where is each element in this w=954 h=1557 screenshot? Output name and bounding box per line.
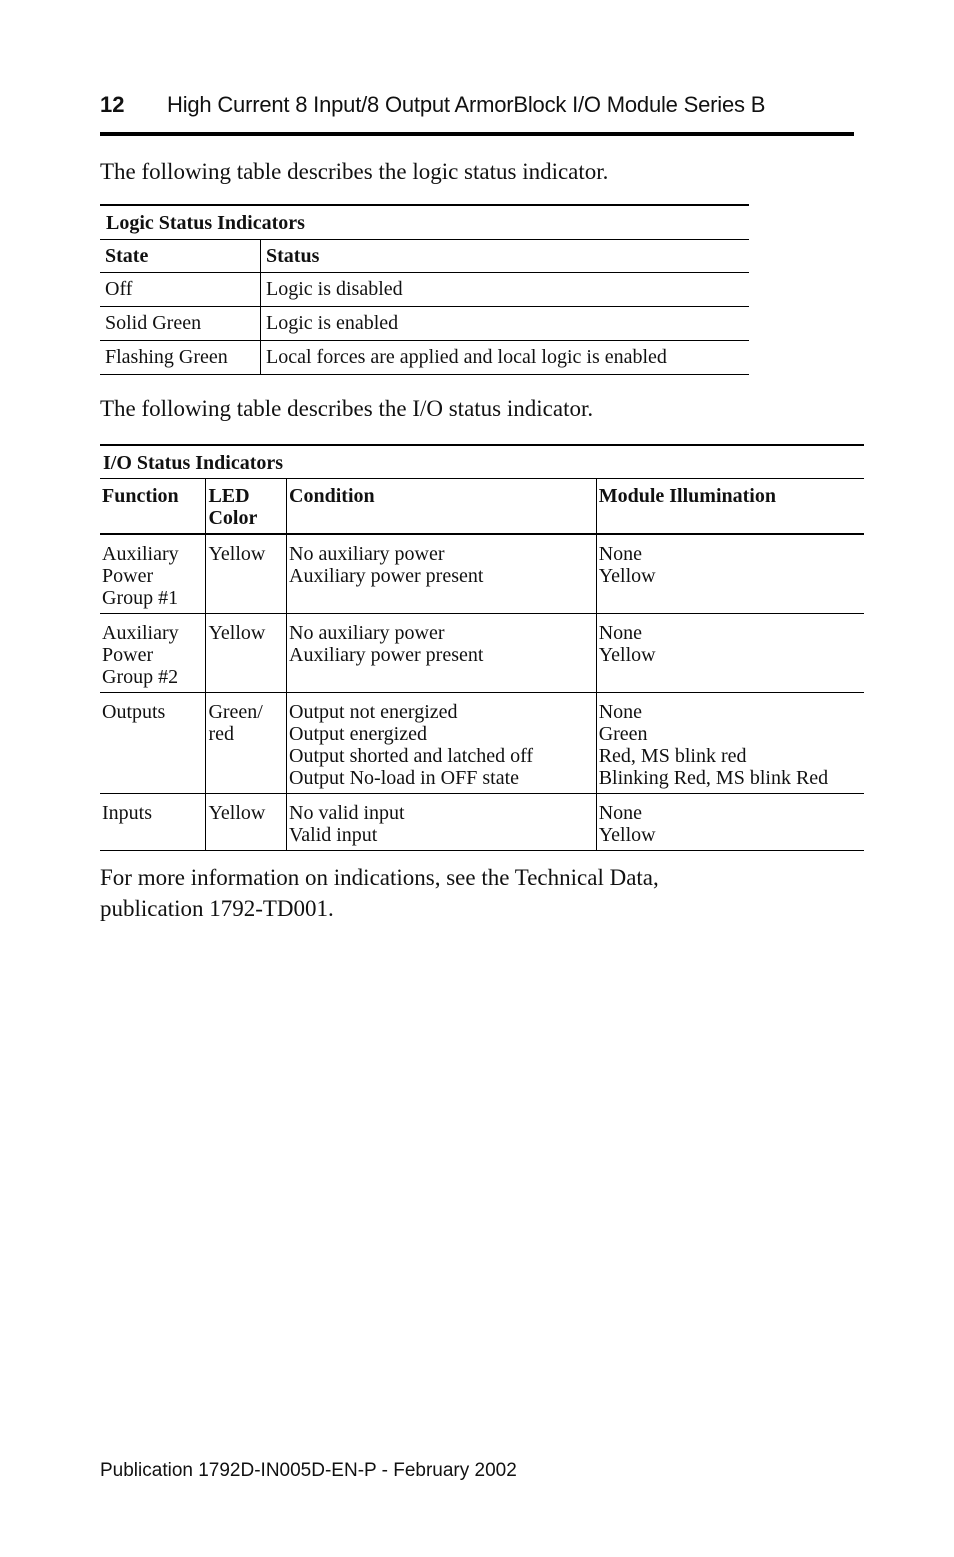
cell-line: Yellow xyxy=(208,802,266,824)
cell-line: Red, MS blink red xyxy=(598,745,747,767)
intro-logic-paragraph: The following table describes the logic status indicator. xyxy=(100,159,609,184)
io-illumination-cell xyxy=(596,693,864,794)
more-info-paragraph xyxy=(100,862,659,924)
table-row xyxy=(100,273,749,307)
more-info-line: For more information on indications, see the Technical Data, xyxy=(100,865,659,890)
cell-line: Power xyxy=(102,644,154,666)
logic-status-cell: Local forces are applied and local logic is enabled xyxy=(261,341,750,375)
io-function-cell xyxy=(100,614,206,693)
logic-status-cell: Logic is enabled xyxy=(261,307,750,341)
cell-line: Auxiliary xyxy=(102,543,179,565)
io-condition-cell xyxy=(287,693,597,794)
cell-line: Inputs xyxy=(102,802,152,824)
logic-table-caption: Logic Status Indicators xyxy=(100,205,749,240)
io-header-led-color-line: LED xyxy=(208,485,250,507)
cell-line: No auxiliary power xyxy=(289,622,445,644)
table-row xyxy=(100,534,864,614)
page-number: 12 xyxy=(100,92,125,117)
cell-line: Auxiliary power present xyxy=(289,644,484,666)
cell-line: None xyxy=(598,802,643,824)
io-condition-cell xyxy=(287,794,597,851)
io-header-function: Function xyxy=(100,479,206,535)
cell-line: None xyxy=(598,701,643,723)
cell-line: Blinking Red, MS blink Red xyxy=(598,767,829,789)
io-function-cell xyxy=(100,534,206,614)
logic-status-cell: Logic is disabled xyxy=(261,273,750,307)
cell-line: Yellow xyxy=(208,622,266,644)
cell-line: Group #2 xyxy=(102,666,179,688)
io-header-module-illumination: Module Illumination xyxy=(596,479,864,535)
cell-line: Auxiliary xyxy=(102,622,179,644)
table-row xyxy=(100,614,864,693)
more-info-line: publication 1792-TD001. xyxy=(100,896,334,921)
header-title: High Current 8 Input/8 Output ArmorBlock I/O Module Series B xyxy=(167,92,766,117)
cell-line: red xyxy=(208,723,234,745)
logic-status-table xyxy=(100,204,749,375)
io-header-led-color xyxy=(206,479,287,535)
io-header-condition: Condition xyxy=(287,479,597,535)
cell-line: Yellow xyxy=(598,824,656,846)
io-status-table xyxy=(100,444,864,851)
logic-state-cell: Flashing Green xyxy=(100,341,261,375)
cell-line: Power xyxy=(102,565,154,587)
io-table-caption: I/O Status Indicators xyxy=(100,445,864,479)
cell-line: Green/ xyxy=(208,701,263,723)
io-led-color-cell xyxy=(206,794,287,851)
logic-header-status: Status xyxy=(261,240,750,273)
io-function-cell xyxy=(100,693,206,794)
io-led-color-cell xyxy=(206,693,287,794)
logic-header-state: State xyxy=(100,240,261,273)
cell-line: Yellow xyxy=(598,565,656,587)
io-header-led-color-line: Color xyxy=(208,507,258,529)
cell-line: Output No-load in OFF state xyxy=(289,767,520,789)
io-condition-cell xyxy=(287,534,597,614)
cell-line: No valid input xyxy=(289,802,405,824)
table-row xyxy=(100,693,864,794)
io-led-color-cell xyxy=(206,614,287,693)
io-illumination-cell xyxy=(596,534,864,614)
cell-line: Green xyxy=(598,723,648,745)
cell-line: None xyxy=(598,622,643,644)
io-condition-cell xyxy=(287,614,597,693)
page-header xyxy=(100,92,854,132)
header-rule xyxy=(100,132,854,136)
logic-state-cell: Solid Green xyxy=(100,307,261,341)
cell-line: Output shorted and latched off xyxy=(289,745,534,767)
publication-footer: Publication 1792D-IN005D-EN-P - February 2002 xyxy=(100,1460,517,1481)
cell-line: Yellow xyxy=(598,644,656,666)
table-row xyxy=(100,794,864,851)
io-illumination-cell xyxy=(596,794,864,851)
cell-line: Auxiliary power present xyxy=(289,565,484,587)
table-row xyxy=(100,341,749,375)
cell-line: Group #1 xyxy=(102,587,179,609)
io-function-cell xyxy=(100,794,206,851)
table-row xyxy=(100,307,749,341)
cell-line: Outputs xyxy=(102,701,166,723)
intro-io-paragraph: The following table describes the I/O status indicator. xyxy=(100,396,594,421)
cell-line: Valid input xyxy=(289,824,378,846)
io-illumination-cell xyxy=(596,614,864,693)
cell-line: Output energized xyxy=(289,723,427,745)
cell-line: Yellow xyxy=(208,543,266,565)
logic-state-cell: Off xyxy=(100,273,261,307)
cell-line: Output not energized xyxy=(289,701,458,723)
cell-line: None xyxy=(598,543,643,565)
io-led-color-cell xyxy=(206,534,287,614)
cell-line: No auxiliary power xyxy=(289,543,445,565)
